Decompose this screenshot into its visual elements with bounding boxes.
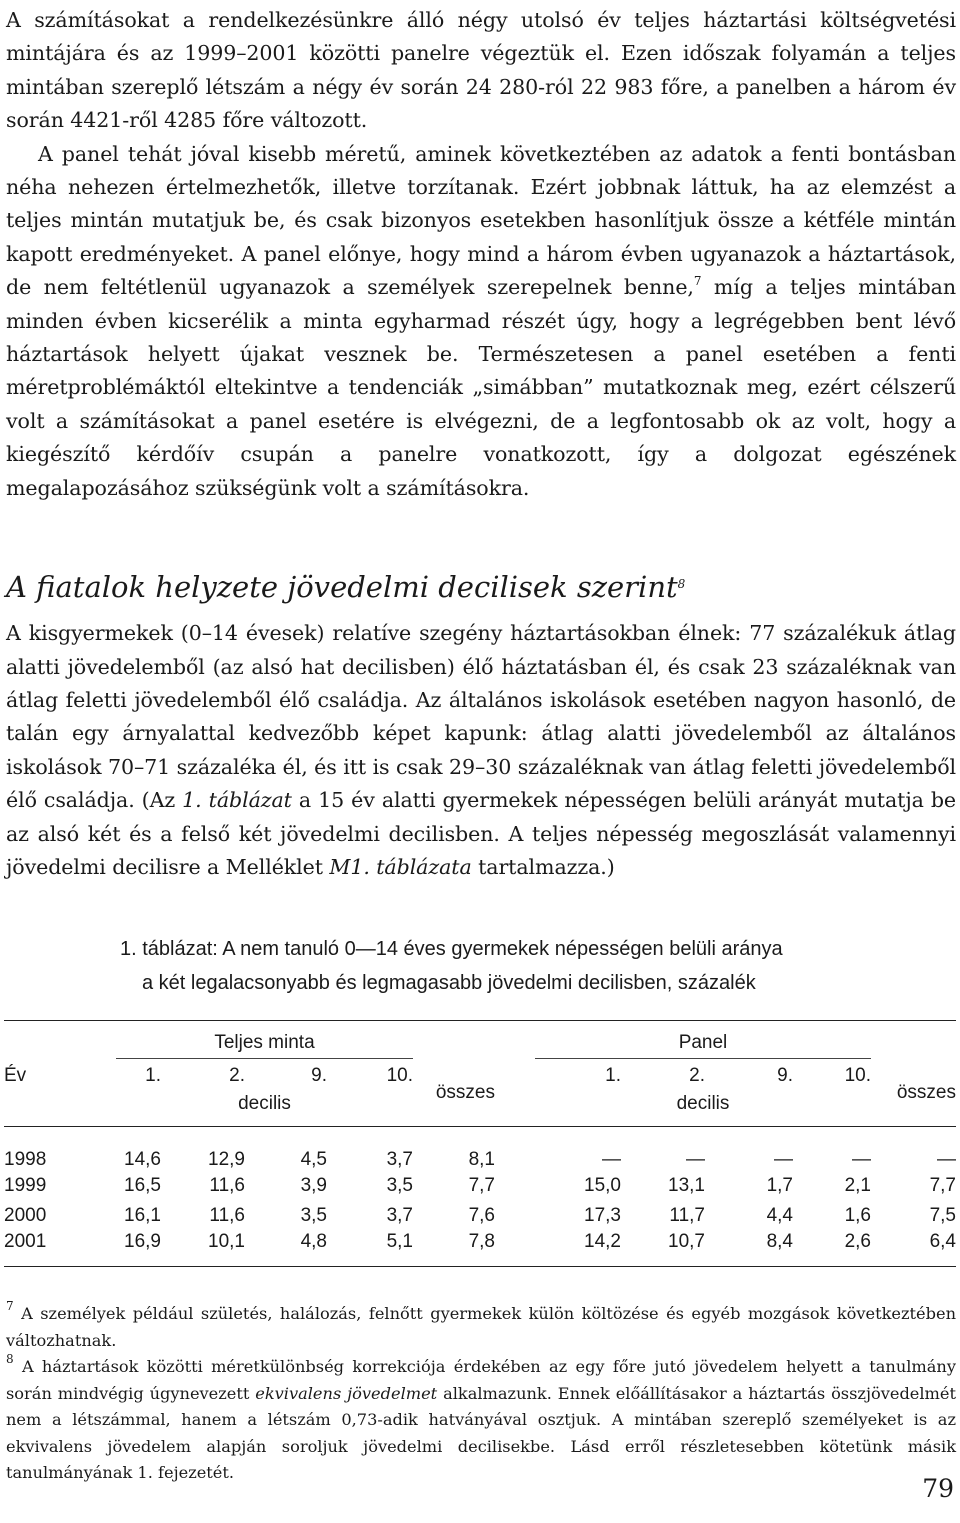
cell-full-sample: 10,1 xyxy=(208,1230,245,1252)
row-year: 1999 xyxy=(4,1174,47,1196)
cell-panel: — xyxy=(686,1148,705,1170)
col-header-total: összes xyxy=(435,1081,495,1103)
section-text-a: A kisgyermekek (0–14 évesek) relatíve szegény háztartásokban élnek: 77 százalékuk átlag alatti jövedelemből (az alsó hat decilisben) élő háztatásban él, és csak 23 százaléknak van átlag feletti jövedelemből élő családja. Az általános iskolások esetében nagyon hasonló, de talán egy árnyalattal kedvezőbb képet kapunk: átlag alatti jövedelemből az általános iskolások 70–71 százaléka él, és itt is csak 29–30 százaléknak van átlag feletti jövedelemből élő családja. (Az xyxy=(6,621,956,813)
cell-full-sample: 16,9 xyxy=(124,1230,161,1252)
table-reference-link[interactable]: 1. táblázat xyxy=(182,788,292,813)
group-header-panel: Panel xyxy=(535,1021,871,1059)
cell-full-sample: 3,5 xyxy=(386,1174,413,1196)
cell-full-sample: 8,1 xyxy=(468,1148,495,1170)
cell-panel: 4,4 xyxy=(766,1204,793,1226)
decilis-label: decilis xyxy=(238,1092,291,1114)
cell-panel: 17,3 xyxy=(584,1204,621,1226)
cell-panel: 13,1 xyxy=(668,1174,705,1196)
cell-panel: 10,7 xyxy=(668,1230,705,1252)
table-row xyxy=(4,1127,956,1171)
cell-panel: 15,0 xyxy=(584,1174,621,1196)
cell-panel: — xyxy=(852,1148,871,1170)
footnote-emphasis: ekvivalens jövedelmet xyxy=(255,1383,438,1403)
cell-panel: 14,2 xyxy=(584,1230,621,1252)
table-row xyxy=(4,1231,956,1267)
footnote-text: alkalmazunk. Ennek előállításakor a háztartás összjövedelmét nem a létszámmal, hanem a létszám 0,73-adik hatványával osztjuk. A mintában szereplő személyeket is az ekvivalens jövedelem alapján soroljuk jövedelmi decilisekbe. Lásd erről részletesebben kötetünk másik tanulmányának 1. fejezetét. xyxy=(6,1383,956,1483)
cell-full-sample: 3,9 xyxy=(300,1174,327,1196)
section-title: A fiatalok helyzete jövedelmi decilisek szerint xyxy=(6,570,678,605)
cell-panel: 1,6 xyxy=(844,1204,871,1226)
col-header-decile: 2. xyxy=(689,1065,705,1087)
cell-full-sample: 7,8 xyxy=(468,1230,495,1252)
section-text-c: tartalmazza.) xyxy=(471,854,615,879)
cell-full-sample: 4,8 xyxy=(300,1230,327,1252)
footnote-ref-7[interactable]: 7 xyxy=(693,274,702,289)
cell-panel: 2,1 xyxy=(844,1174,871,1196)
footnotes xyxy=(6,1301,956,1487)
cell-panel: 7,5 xyxy=(929,1204,956,1226)
cell-full-sample: 3,7 xyxy=(386,1148,413,1170)
cell-full-sample: 7,7 xyxy=(468,1174,495,1196)
data-table xyxy=(4,1020,956,1267)
footnote-ref-8[interactable]: 8 xyxy=(677,577,686,592)
col-header-decile: 9. xyxy=(777,1065,793,1087)
row-year: 1998 xyxy=(4,1148,47,1170)
table-row xyxy=(4,1201,956,1231)
cell-full-sample: 3,5 xyxy=(300,1204,327,1226)
cell-panel: 7,7 xyxy=(929,1174,956,1196)
footnote-7 xyxy=(6,1301,956,1354)
col-header-year: Év xyxy=(4,1064,27,1086)
col-header-total: összes xyxy=(896,1081,956,1103)
cell-full-sample: 7,6 xyxy=(468,1204,495,1226)
col-header-decile: 9. xyxy=(311,1065,327,1087)
decilis-label: decilis xyxy=(676,1092,730,1114)
cell-panel: 11,7 xyxy=(669,1204,705,1226)
section-text-b: a 15 év alatti gyermekek népességen belüli arányát mutatja be az alsó két és a felső két jövedelmi decilisben. A teljes népesség megoszlását valamennyi jövedelmi decilisre a Melléklet xyxy=(6,788,956,879)
section-heading xyxy=(6,569,956,605)
cell-full-sample: 16,5 xyxy=(124,1174,161,1196)
intro-text-b: míg a teljes mintában minden évben kicserélik a minta egyharmad részét úgy, hogy a legrégebben bent lévő háztartások helyett újakat vesznek be. Természetesen a panel esetében a fenti méretproblémáktól eltekintve a tendenciák „simábban” mutatkoznak meg, ezért célszerű volt a számításokat a panel esetére is elvégezni, de a legfontosabb ok az volt, hogy a kiegészítő kérdőív csupán a panelre vonatkozott, így a dolgozat egészének megalapozásához szükségünk volt a számításokra. xyxy=(6,275,957,500)
col-header-decile: 10. xyxy=(844,1065,871,1087)
footnote-8 xyxy=(6,1354,956,1487)
footnote-mark: 8 xyxy=(6,1352,14,1367)
col-header-decile: 2. xyxy=(229,1065,245,1087)
appendix-table-reference-link[interactable]: M1. táblázata xyxy=(329,854,472,879)
row-year: 2000 xyxy=(4,1204,47,1226)
cell-panel: 6,4 xyxy=(929,1230,956,1252)
group-header-full-sample: Teljes minta xyxy=(116,1021,413,1059)
page xyxy=(6,4,956,1487)
col-header-decile: 1. xyxy=(605,1065,621,1087)
cell-panel: — xyxy=(937,1148,956,1170)
intro-paragraph-1: A számításokat a rendelkezésünkre álló négy utolsó év teljes háztartási költségvetési mintájára és az 1999–2001 közötti panelre végeztük el. Ezen időszak folyamán a teljes mintában szereplő létszám a négy év során 24 280-ról 22 983 főre, a panelben a három év során 4421-ről 4285 főre változott. xyxy=(6,8,956,133)
table-caption xyxy=(120,932,920,1000)
intro-paragraph-2 xyxy=(6,138,956,505)
footnote-text: A személyek például születés, halálozás, felnőtt gyermekek külön költözése és egyéb mozgások következtében változhatnak. xyxy=(6,1304,956,1350)
cell-full-sample: 11,6 xyxy=(209,1174,245,1196)
cell-full-sample: 11,6 xyxy=(209,1204,245,1226)
cell-full-sample: 16,1 xyxy=(124,1204,161,1226)
footnote-mark: 7 xyxy=(6,1299,14,1314)
col-header-decile: 1. xyxy=(145,1065,161,1087)
cell-full-sample: 3,7 xyxy=(386,1204,413,1226)
cell-panel: 1,7 xyxy=(766,1174,793,1196)
table-row xyxy=(4,1171,956,1201)
col-header-decile: 10. xyxy=(386,1065,413,1087)
page-number: 79 xyxy=(922,1474,954,1503)
cell-full-sample: 4,5 xyxy=(300,1148,327,1170)
cell-full-sample: 14,6 xyxy=(124,1148,161,1170)
row-year: 2001 xyxy=(4,1230,47,1252)
table-caption-line-1: 1. táblázat: A nem tanuló 0—14 éves gyermekek népességen belüli aránya xyxy=(120,938,783,961)
cell-panel: 8,4 xyxy=(766,1230,793,1252)
footnote-text: A háztartások közötti méretkülönbség korrekciója érdekében az egy főre jutó jövedelem helyett a tanulmány során mindvégig úgynevezett xyxy=(6,1357,956,1403)
intro-text-a: A panel tehát jóval kisebb méretű, aminek következtében az adatok a fenti bontásban néha nehezen értelmezhetők, illetve torzítanak. Ezért jobbnak láttuk, ha az elemzést a teljes mintán mutatjuk be, és csak bizonyos esetekben hasonlítjuk össze a kétféle mintán kapott eredményeket. A panel előnye, hogy mind a három évben ugyanazok a háztartások, de nem feltétlenül ugyanazok a személyek szerepelnek benne, xyxy=(6,141,956,300)
cell-full-sample: 12,9 xyxy=(208,1148,245,1170)
cell-panel: — xyxy=(602,1148,621,1170)
table-caption-line-2: a két legalacsonyabb és legmagasabb jövedelmi decilisben, százalék xyxy=(142,972,756,995)
cell-panel: — xyxy=(774,1148,793,1170)
cell-full-sample: 5,1 xyxy=(386,1230,413,1252)
cell-panel: 2,6 xyxy=(844,1230,871,1252)
section-paragraph xyxy=(6,617,956,884)
